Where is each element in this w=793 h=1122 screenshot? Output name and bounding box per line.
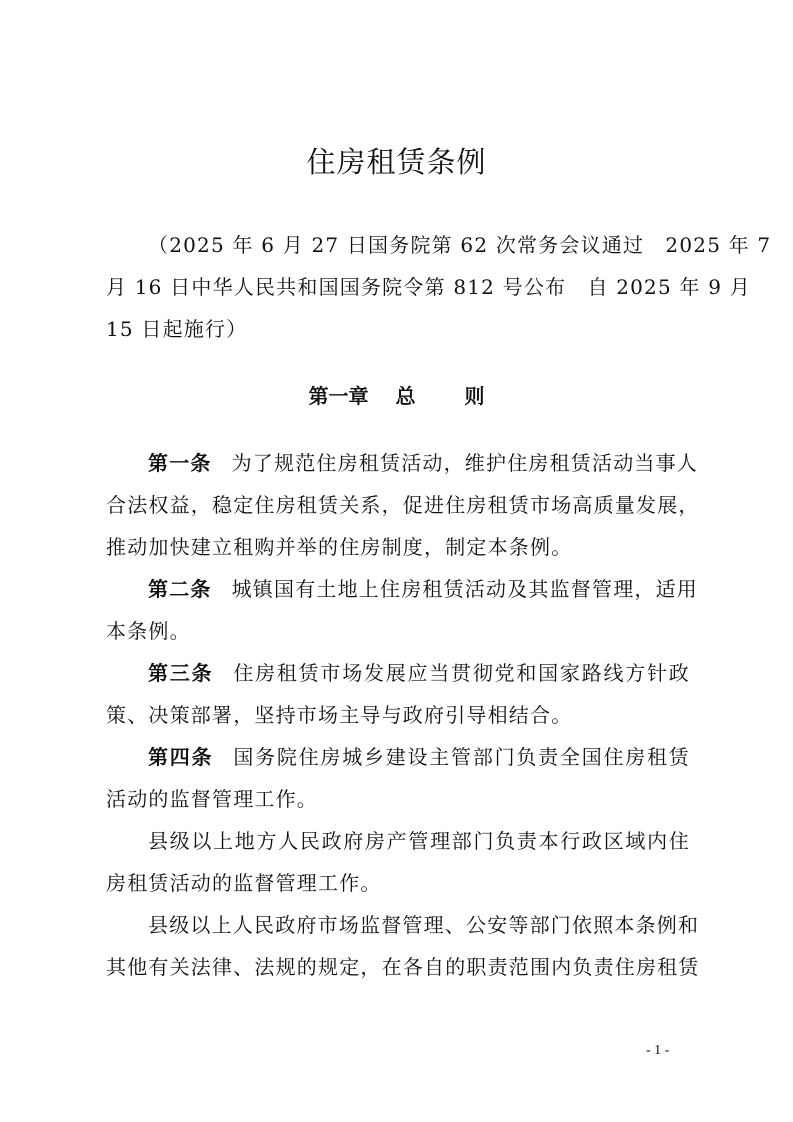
article-1 bbox=[106, 448, 699, 478]
article-text: 住房租赁市场发展应当贯彻党和国家路线方针政 bbox=[233, 661, 690, 685]
chapter-heading bbox=[0, 380, 793, 409]
preamble-line: （2025 年 6 月 27 日国务院第 62 次常务会议通过 2025 年 7 bbox=[148, 233, 772, 257]
preamble-line: 月 16 日中华人民共和国国务院令第 812 号公布 自 2025 年 9 月 bbox=[106, 275, 751, 299]
chapter-name: 总 bbox=[395, 384, 416, 408]
article-label: 第四条 bbox=[148, 745, 214, 769]
paragraph-line: 其他有关法律、法规的规定，在各自的职责范围内负责住房租赁 bbox=[106, 955, 700, 979]
article-text: 城镇国有土地上住房租赁活动及其监督管理，适用 bbox=[231, 577, 699, 601]
document-title: 住房租赁条例 bbox=[306, 145, 487, 179]
article-text: 国务院住房城乡建设主管部门负责全国住房租赁 bbox=[233, 745, 690, 769]
article-3 bbox=[106, 658, 690, 688]
article-text: 为了规范住房租赁活动，维护住房租赁活动当事人 bbox=[231, 451, 699, 475]
article-line: 推动加快建立租购并举的住房制度，制定本条例。 bbox=[106, 535, 573, 559]
article-2 bbox=[106, 574, 699, 604]
article-4 bbox=[106, 742, 690, 772]
article-label: 第三条 bbox=[148, 661, 214, 685]
article-line: 本条例。 bbox=[106, 619, 191, 643]
article-line: 活动的监督管理工作。 bbox=[106, 787, 318, 811]
article-line: 合法权益，稳定住房租赁关系，促进住房租赁市场高质量发展， bbox=[106, 493, 700, 517]
chapter-name: 则 bbox=[464, 384, 485, 408]
paragraph-line: 县级以上地方人民政府房产管理部门负责本行政区域内住 bbox=[148, 829, 690, 853]
paragraph-line: 县级以上人民政府市场监督管理、公安等部门依照本条例和 bbox=[148, 913, 700, 937]
page-number: - 1 - bbox=[646, 1043, 670, 1058]
preamble-line: 15 日起施行） bbox=[106, 317, 248, 341]
article-label: 第一条 bbox=[148, 451, 212, 475]
article-line: 策、决策部署，坚持市场主导与政府引导相结合。 bbox=[106, 703, 573, 727]
article-label: 第二条 bbox=[148, 577, 212, 601]
paragraph-line: 房租赁活动的监督管理工作。 bbox=[106, 871, 382, 895]
chapter-number: 第一章 bbox=[308, 384, 369, 408]
